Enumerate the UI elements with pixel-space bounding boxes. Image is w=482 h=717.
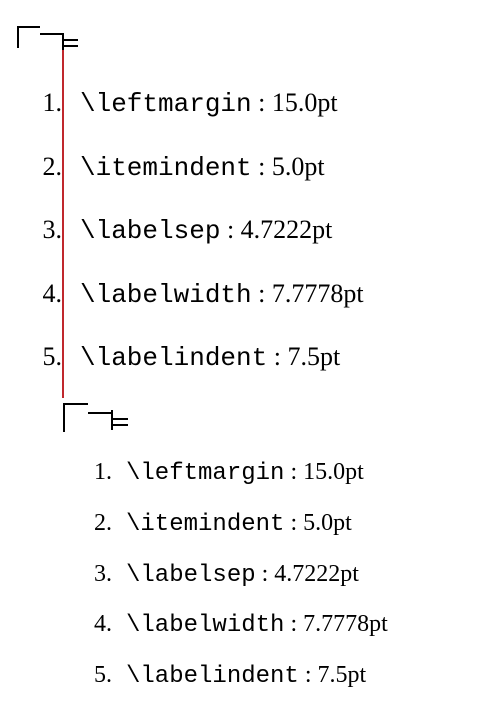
item-macro: \leftmargin — [80, 89, 252, 119]
item-macro: \leftmargin — [126, 460, 285, 487]
list-item — [40, 217, 332, 244]
item-macro: \labelsep — [80, 216, 221, 246]
item-separator: : — [290, 611, 298, 637]
item-separator: : — [304, 662, 312, 688]
item-value: 15.0pt — [303, 459, 364, 485]
item-number: 3. — [94, 561, 112, 587]
item-number: 5. — [42, 342, 62, 371]
inner-list-bracket-marker — [64, 403, 128, 432]
list-item — [40, 154, 325, 181]
list-item — [40, 344, 340, 371]
item-value: 15.0pt — [271, 88, 338, 117]
item-macro: \labelindent — [80, 343, 268, 373]
item-value: 7.7778pt — [271, 279, 364, 308]
item-value: 4.7222pt — [240, 215, 333, 244]
item-value: 5.0pt — [303, 510, 352, 536]
item-macro: \itemindent — [80, 153, 252, 183]
item-separator: : — [290, 459, 298, 485]
item-separator: : — [258, 279, 266, 308]
list-item — [40, 90, 338, 117]
item-value: 4.7222pt — [274, 561, 359, 587]
item-separator: : — [258, 88, 266, 117]
item-number: 3. — [42, 215, 62, 244]
item-number: 1. — [94, 459, 112, 485]
item-number: 2. — [94, 510, 112, 536]
item-number: 5. — [94, 662, 112, 688]
list-item — [88, 460, 364, 486]
item-number: 1. — [42, 88, 62, 117]
item-value: 7.5pt — [287, 342, 341, 371]
item-separator: : — [226, 215, 235, 244]
item-number: 4. — [94, 611, 112, 637]
item-value: 7.5pt — [317, 662, 367, 688]
list-item — [88, 511, 352, 537]
item-macro: \labelwidth — [80, 280, 252, 310]
item-separator: : — [290, 510, 298, 536]
outer-list-bracket-marker — [18, 26, 78, 52]
item-value: 7.7778pt — [303, 611, 388, 637]
item-macro: \itemindent — [126, 511, 285, 538]
item-value: 5.0pt — [271, 152, 325, 181]
list-item — [88, 663, 366, 689]
item-macro: \labelwidth — [126, 612, 285, 639]
item-separator: : — [258, 152, 266, 181]
list-item — [40, 281, 364, 308]
list-item — [88, 562, 359, 588]
item-macro: \labelindent — [126, 663, 299, 690]
item-separator: : — [261, 561, 269, 587]
item-number: 2. — [42, 152, 62, 181]
item-macro: \labelsep — [126, 562, 256, 589]
item-separator: : — [273, 342, 281, 371]
list-item — [88, 612, 388, 638]
item-number: 4. — [42, 279, 62, 308]
